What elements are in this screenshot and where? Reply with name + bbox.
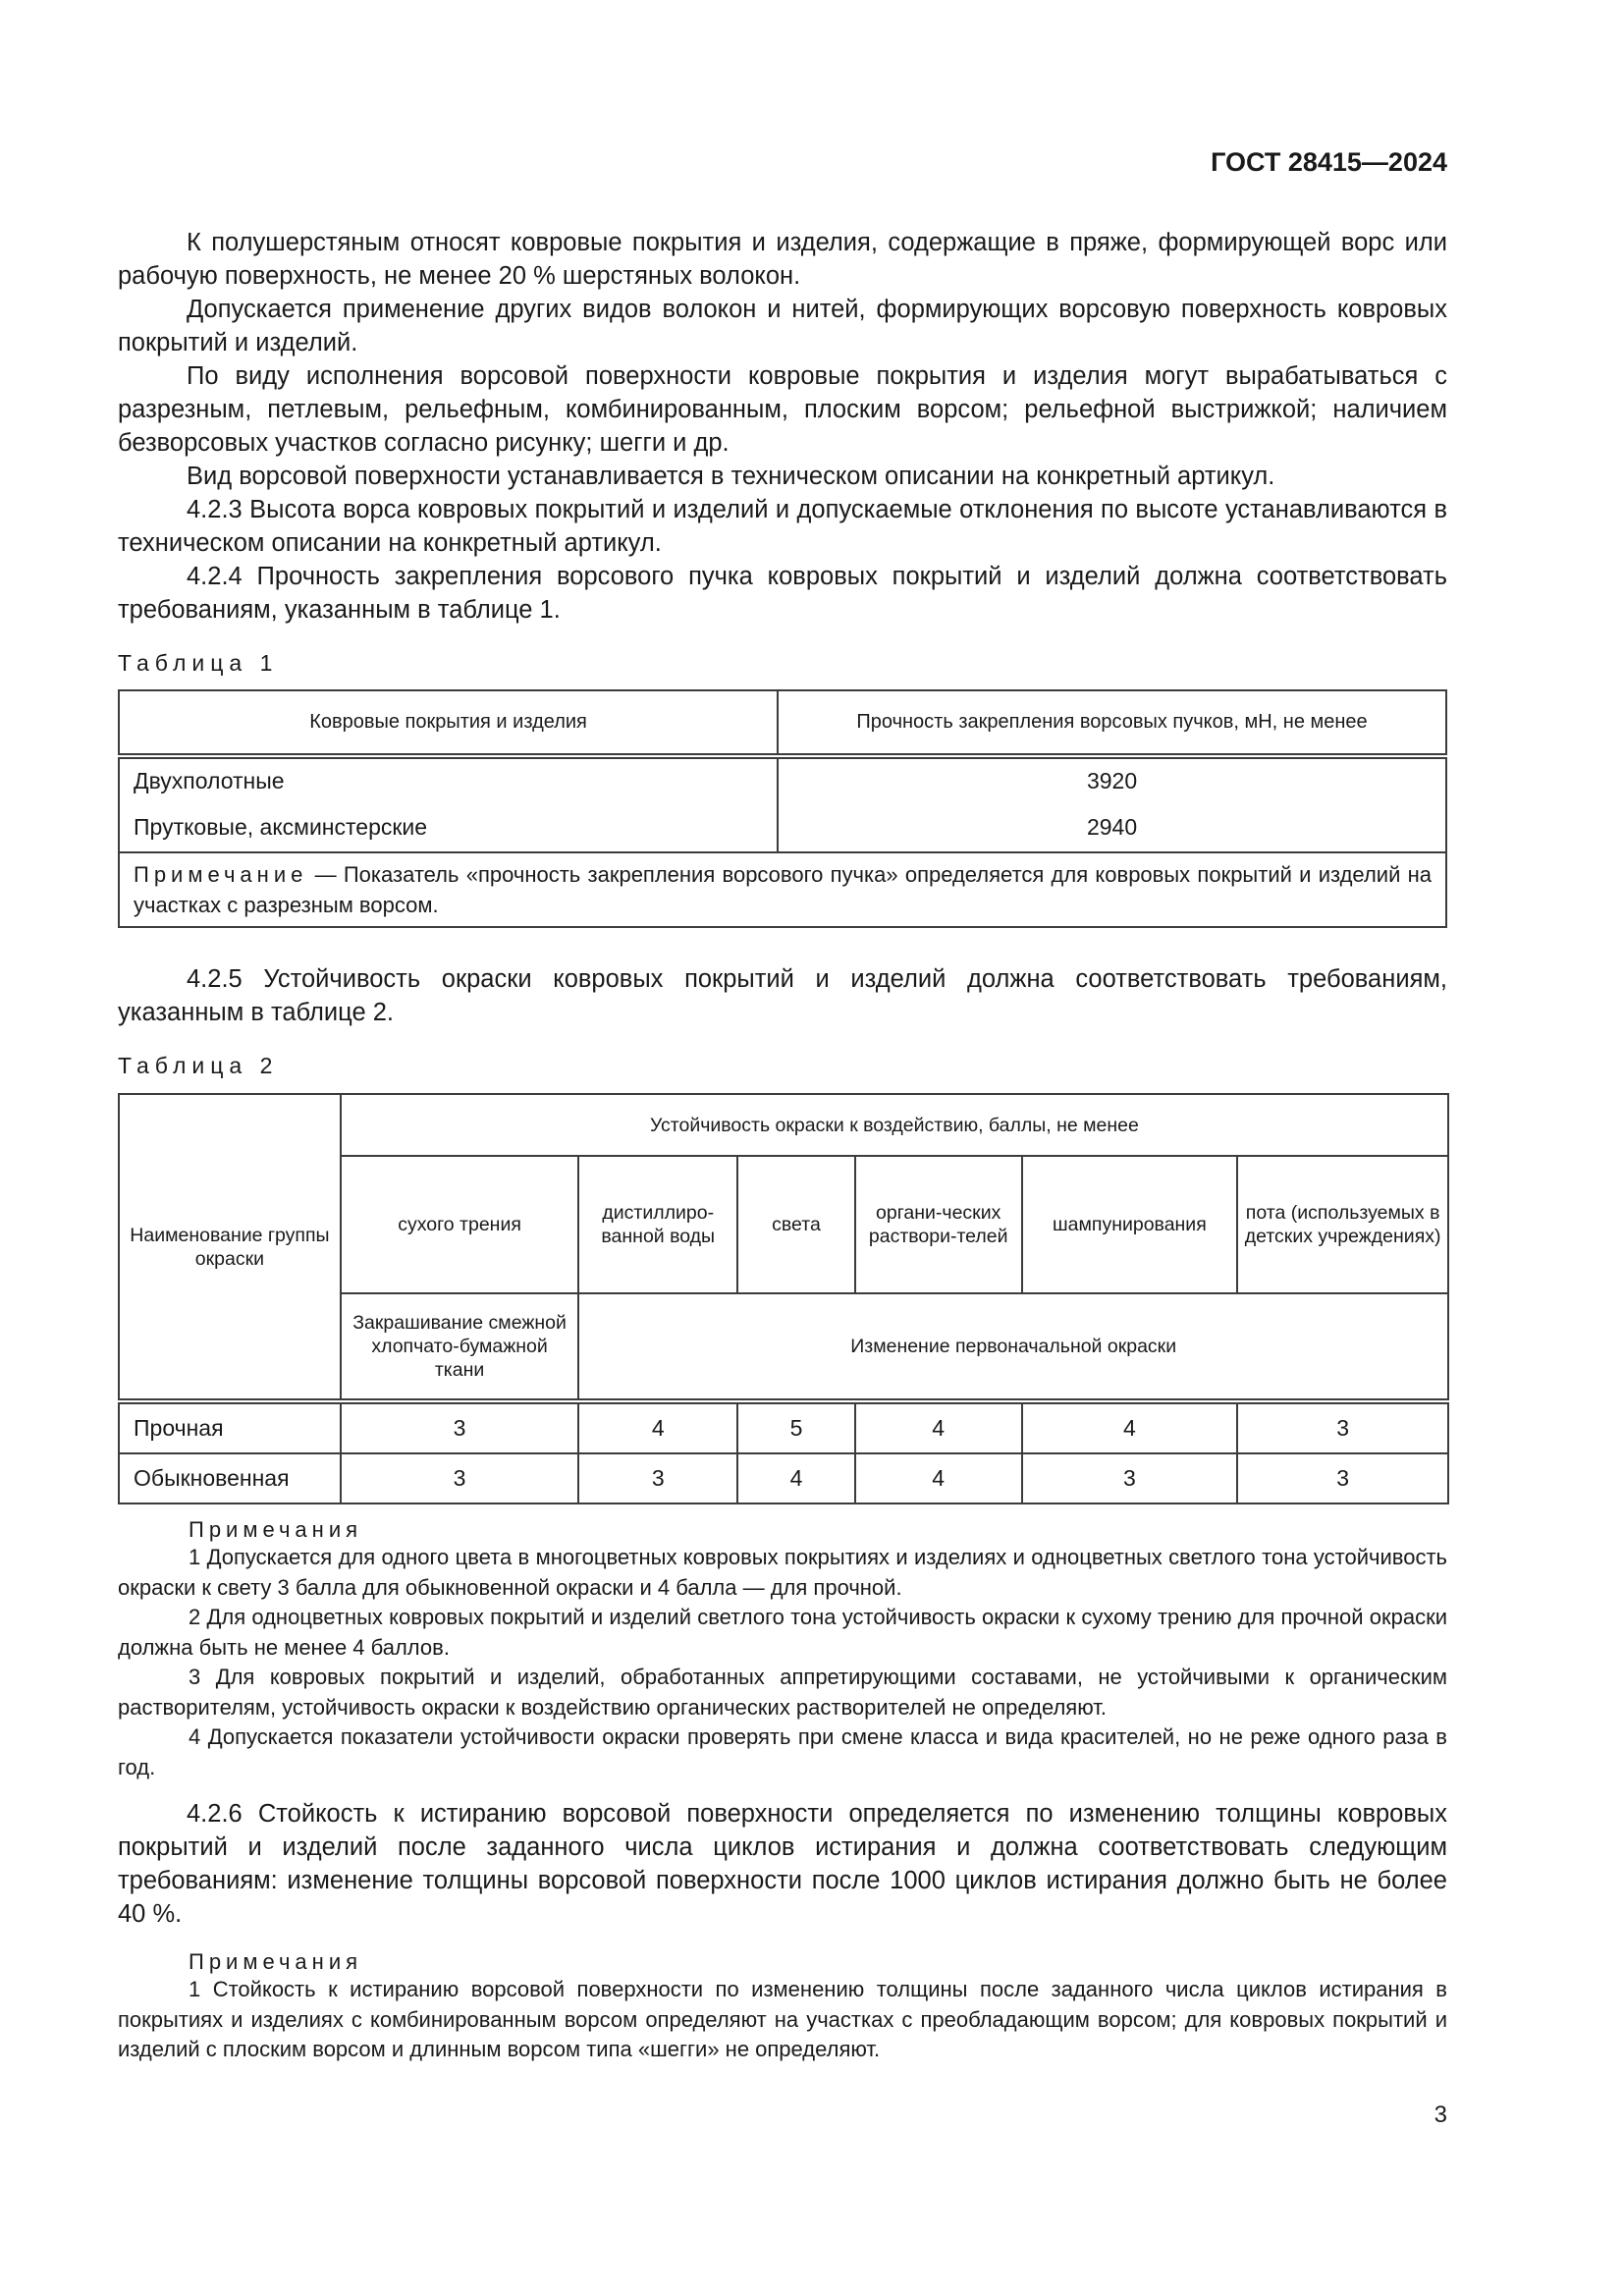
table2-subheader-sweat: пота (используемых в детских учреждениях) [1237,1156,1448,1293]
table1-note-label: Примечание [134,862,308,887]
table2-color-change-header: Изменение первоначальной окраски [578,1293,1448,1401]
table1-note [119,852,1446,927]
table2-group-header: Наименование группы окраски [119,1094,341,1401]
table2-cell: 3 [1237,1453,1448,1503]
table2-staining-header: Закрашивание смежной хлопчато-бумажной ткани [341,1293,579,1401]
table2-cell: 4 [1022,1401,1238,1453]
table2-cell: 3 [578,1453,737,1503]
table2-row-name: Прочная [119,1401,341,1453]
table2-cell: 4 [855,1453,1022,1503]
table2-subheader-shampooing: шампунирования [1022,1156,1238,1293]
paragraph-block-4-2-5 [118,962,1447,1029]
table2-cell: 4 [855,1401,1022,1453]
table1-row-name: Двухполотные [119,756,778,803]
paragraph: К полушерстяным относят ковровые покрытия и изделия, содержащие в пряже, формирующей ворс или рабочую поверхность, не менее 20 % шерстяных волокон. [118,229,1447,290]
table2-cell: 4 [737,1453,855,1503]
table2-subheader-light: света [737,1156,855,1293]
table1-row-name: Прутковые, аксминстерские [119,803,778,852]
paragraph-4-2-4: 4.2.4 Прочность закрепления ворсового пучка ковровых покрытий и изделий должна соответствовать требованиям, указанным в таблице 1. [118,563,1447,624]
table2-main-header: Устойчивость окраски к воздействию, баллы, не менее [341,1094,1448,1156]
paragraph: Допускается применение других видов волокон и нитей, формирующих ворсовую поверхность ковровых покрытий и изделий. [118,296,1447,356]
final-notes-caption: Примечания [189,1949,363,1974]
intro-text [118,226,1447,627]
note-item: 1 Стойкость к истиранию ворсовой поверхности по изменению толщины после заданного числа циклов истирания в покрытиях и изделиях с комбинированным ворсом определяют на участках с преобладающим ворсом; для ковровых покрытий и изделий с плоским ворсом и длинным ворсом типа «шегги» не определяют. [118,1977,1447,2061]
table2-subheader-organic-solvents: органи-ческих раствори-телей [855,1156,1022,1293]
table2-cell: 3 [1237,1401,1448,1453]
table2-caption: Таблица 2 [118,1053,279,1078]
table1-note-text: — Показатель «прочность закрепления ворсового пучка» определяется для ковровых покрытий и изделий на участках с разрезным ворсом. [134,862,1432,917]
table2-notes-caption: Примечания [189,1517,363,1542]
final-notes [118,1949,1447,2065]
document-code: ГОСТ 28415—2024 [1211,147,1447,177]
table1-row-value: 2940 [778,803,1446,852]
table2-cell: 3 [341,1453,579,1503]
table1-header-strength: Прочность закрепления ворсовых пучков, мН, не менее [778,690,1446,756]
paragraph-4-2-6: 4.2.6 Стойкость к истиранию ворсовой поверхности определяется по изменению толщины ковровых покрытий и изделий после заданного числа циклов истирания и должна соответствовать следующим требованиям: изменение толщины ворсовой поверхности после 1000 циклов истирания должно быть не более 40 %. [118,1800,1447,1928]
table1-header-product: Ковровые покрытия и изделия [119,690,778,756]
paragraph-4-2-3: 4.2.3 Высота ворса ковровых покрытий и изделий и допускаемые отклонения по высоте устанавливаются в техническом описании на конкретный артикул. [118,496,1447,557]
table2-cell: 3 [341,1401,579,1453]
note-item: 1 Допускается для одного цвета в многоцветных ковровых покрытиях и изделиях и одноцветных светлого тона устойчивость окраски к свету 3 балла для обыкновенной окраски и 4 балла — для прочной. [118,1545,1447,1600]
table2-notes [118,1517,1447,1782]
table2-row-name: Обыкновенная [119,1453,341,1503]
table1-row-value: 3920 [778,756,1446,803]
note-item: 2 Для одноцветных ковровых покрытий и изделий светлого тона устойчивость окраски к сухому трению для прочной окраски должна быть не менее 4 баллов. [118,1605,1447,1660]
table2 [118,1093,1449,1504]
table2-subheader-dry-rubbing: сухого трения [341,1156,579,1293]
note-item: 4 Допускается показатели устойчивости окраски проверять при смене класса и вида красителей, но не реже одного раза в год. [118,1724,1447,1779]
paragraph-4-2-5: 4.2.5 Устойчивость окраски ковровых покрытий и изделий должна соответствовать требованиям, указанным в таблице 2. [118,965,1447,1026]
table2-cell: 3 [1022,1453,1238,1503]
page-number: 3 [1434,2102,1447,2128]
table-row [119,1453,1448,1503]
table2-subheader-distilled-water: дистиллиро-ванной воды [578,1156,737,1293]
paragraph-block-4-2-6 [118,1797,1447,1931]
table-row [119,1401,1448,1453]
table1-caption: Таблица 1 [118,650,279,676]
note-item: 3 Для ковровых покрытий и изделий, обработанных аппретирующими составами, не устойчивыми к органическим растворителям, устойчивость окраски к воздействию органических растворителей не определяют. [118,1665,1447,1720]
table1 [118,689,1447,928]
table2-cell: 4 [578,1401,737,1453]
paragraph: По виду исполнения ворсовой поверхности ковровые покрытия и изделия могут вырабатываться с разрезным, петлевым, рельефным, комбинированным, плоским ворсом; рельефной выстрижкой; наличием безворсовых участков согласно рисунку; шегги и др. [118,362,1447,457]
table2-cell: 5 [737,1401,855,1453]
paragraph: Вид ворсовой поверхности устанавливается в техническом описании на конкретный артикул. [187,463,1275,490]
